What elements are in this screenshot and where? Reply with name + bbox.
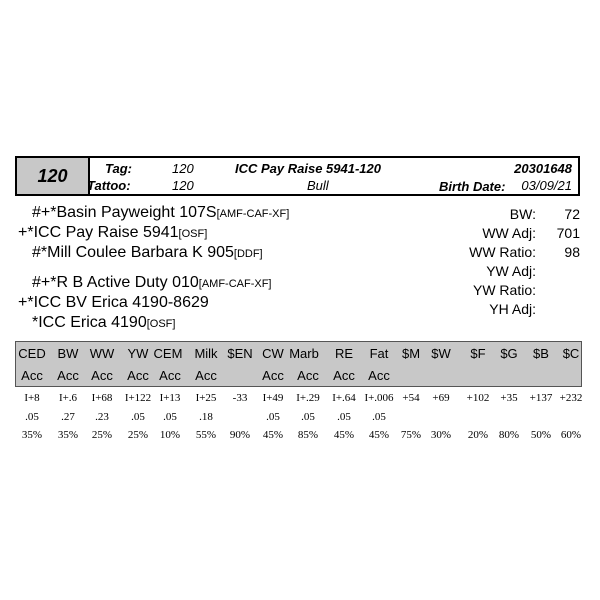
pct-value-ww: 25%	[91, 429, 113, 441]
epd-value-w: +69	[432, 392, 450, 404]
acc-value-milk: .18	[199, 411, 213, 423]
pedigree-sire: +*ICC Pay Raise 5941[OSF]	[18, 224, 208, 241]
acc-header-yw: Acc	[127, 368, 149, 383]
epd-header-g: $G	[500, 346, 518, 361]
acc-value-cw: .05	[266, 411, 280, 423]
acc-header-cw: Acc	[262, 368, 284, 383]
epd-header-b: $B	[533, 346, 549, 361]
pct-value-b: 50%	[530, 429, 552, 441]
epd-header-en: $EN	[227, 346, 253, 361]
pct-value-marb: 85%	[297, 429, 319, 441]
acc-header-fat: Acc	[368, 368, 390, 383]
stat-label-yw-adj: YW Adj:	[486, 263, 536, 279]
stat-label-yw-ratio: YW Ratio:	[472, 282, 536, 298]
acc-header-milk: Acc	[195, 368, 217, 383]
registration-number: 20301648	[514, 161, 572, 176]
epd-value-fat: I+.006	[364, 392, 394, 404]
pct-value-en: 90%	[229, 429, 251, 441]
epd-value-cem: I+13	[159, 392, 181, 404]
pct-value-bw: 35%	[57, 429, 79, 441]
stat-value-bw: 72	[564, 206, 580, 222]
epd-header-marb: Marb	[289, 346, 319, 361]
epd-value-yw: I+122	[124, 392, 152, 404]
acc-value-ww: .23	[95, 411, 109, 423]
pedigree-dam-sire: #+*R B Active Duty 010[AMF-CAF-XF]	[32, 274, 272, 291]
acc-value-fat: .05	[372, 411, 386, 423]
birth-date-value: 03/09/21	[521, 178, 572, 193]
epd-header-bw: BW	[57, 346, 79, 361]
epd-header-fat: Fat	[369, 346, 389, 361]
acc-value-ced: .05	[25, 411, 39, 423]
stat-value-ww-adj: 701	[556, 225, 580, 241]
stat-value-ww-ratio: 98	[564, 244, 580, 260]
pedigree-sire-sire: #+*Basin Payweight 107S[AMF-CAF-XF]	[32, 204, 290, 221]
acc-value-yw: .05	[131, 411, 145, 423]
epd-value-m: +54	[402, 392, 420, 404]
tattoo-value: 120	[172, 178, 194, 193]
pct-value-c: 60%	[560, 429, 582, 441]
epd-header-cw: CW	[262, 346, 284, 361]
animal-name: ICC Pay Raise 5941-120	[235, 161, 381, 176]
epd-header-m: $M	[401, 346, 421, 361]
pct-value-yw: 25%	[127, 429, 149, 441]
epd-value-c: +232	[559, 392, 583, 404]
pct-value-fat: 45%	[368, 429, 390, 441]
acc-value-cem: .05	[163, 411, 177, 423]
pct-value-w: 30%	[430, 429, 452, 441]
tag-label: Tag:	[105, 161, 132, 176]
epd-header-ww: WW	[89, 346, 115, 361]
acc-header-cem: Acc	[159, 368, 181, 383]
epd-value-milk: I+25	[195, 392, 217, 404]
epd-value-en: -33	[232, 392, 248, 404]
pct-value-re: 45%	[333, 429, 355, 441]
stat-label-ww-adj: WW Adj:	[482, 225, 536, 241]
epd-header-f: $F	[470, 346, 486, 361]
stat-label-bw: BW:	[509, 206, 536, 222]
acc-header-ced: Acc	[21, 368, 43, 383]
epd-header-c: $C	[562, 346, 580, 361]
acc-header-re: Acc	[333, 368, 355, 383]
epd-value-b: +137	[529, 392, 553, 404]
acc-value-bw: .27	[61, 411, 75, 423]
lot-number: 120	[17, 158, 90, 194]
epd-value-f: +102	[466, 392, 490, 404]
epd-header-yw: YW	[127, 346, 149, 361]
epd-header-cem: CEM	[153, 346, 183, 361]
birth-date-label: Birth Date:	[439, 179, 506, 194]
acc-header-ww: Acc	[91, 368, 113, 383]
acc-header-bw: Acc	[57, 368, 79, 383]
pedigree-dam: +*ICC BV Erica 4190-8629	[18, 294, 209, 311]
pedigree-dam-dam: *ICC Erica 4190[OSF]	[32, 314, 176, 331]
epd-value-marb: I+.29	[296, 392, 320, 404]
epd-value-ced: I+8	[24, 392, 40, 404]
acc-value-re: .05	[337, 411, 351, 423]
epd-header-w: $W	[431, 346, 451, 361]
epd-value-g: +35	[500, 392, 518, 404]
animal-sex: Bull	[307, 178, 329, 193]
pct-value-ced: 35%	[21, 429, 43, 441]
pct-value-m: 75%	[400, 429, 422, 441]
pct-value-f: 20%	[467, 429, 489, 441]
pct-value-g: 80%	[498, 429, 520, 441]
acc-header-marb: Acc	[297, 368, 319, 383]
epd-value-re: I+.64	[332, 392, 356, 404]
lot-header	[15, 156, 580, 196]
pct-value-cem: 10%	[159, 429, 181, 441]
stat-label-yh-adj: YH Adj:	[489, 301, 536, 317]
epd-header-milk: Milk	[194, 346, 218, 361]
acc-value-marb: .05	[301, 411, 315, 423]
pct-value-cw: 45%	[262, 429, 284, 441]
epd-value-cw: I+49	[262, 392, 284, 404]
pedigree-sire-dam: #*Mill Coulee Barbara K 905[DDF]	[32, 244, 263, 261]
tag-value: 120	[172, 161, 194, 176]
pct-value-milk: 55%	[195, 429, 217, 441]
epd-value-ww: I+68	[91, 392, 113, 404]
tattoo-label: Tattoo:	[87, 178, 131, 193]
epd-value-bw: I+.6	[58, 392, 78, 404]
stat-label-ww-ratio: WW Ratio:	[469, 244, 536, 260]
epd-header-re: RE	[334, 346, 354, 361]
epd-header-ced: CED	[18, 346, 46, 361]
